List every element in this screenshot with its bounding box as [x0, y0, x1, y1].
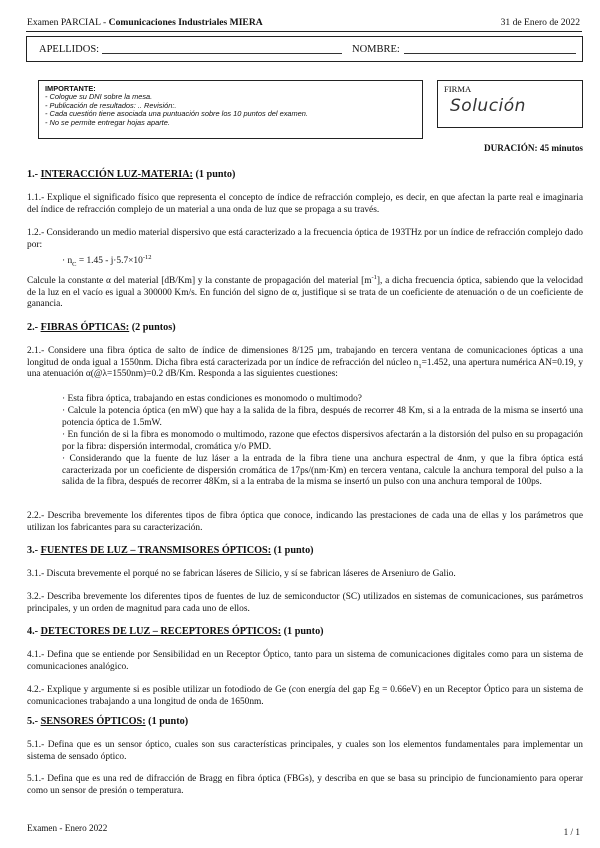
question-2-1-item: · En función de si la fibra es monomodo o multimodo, razone que efectos dispersivos afectarán a la distorsión del pulso en su propagación por la fibra: dispersión intermodal, cromática y/o PMD.: [62, 430, 583, 452]
student-id-box: [26, 36, 583, 62]
signature-box: [437, 80, 583, 128]
footer-exam-label: Examen - Enero 2022: [27, 823, 108, 833]
header-prefix: Examen PARCIAL -: [27, 17, 109, 28]
important-line: - Cologue su DNI sobre la mesa.: [45, 92, 153, 102]
question-2-1-item: · Calcule la potencia óptica (en mW) que hay a la salida de la fibra, después de recorrer 48 Km, si a la entrada de la misma se insertó una potencia óptica de 1.5mW.: [62, 406, 583, 428]
section-points: (1 punto): [271, 545, 314, 556]
subscript: 1: [418, 362, 422, 370]
handwritten-signature: Solución: [450, 96, 526, 116]
section-number: 2.-: [27, 322, 41, 333]
apellidos-field[interactable]: [102, 53, 342, 54]
question-2-1-item: · Esta fibra óptica, trabajando en estas condiciones es monomodo o multimodo?: [62, 394, 362, 404]
section-4-heading: [27, 626, 324, 637]
question-1-2-continued: [27, 273, 583, 311]
question-1-1: 1.1.- Explique el significado físico que representa el concepto de índice de refracción complejo, es decir, en que afectan la parte real e imaginaria del índice de refracción complejo de un material a una onda de luz que se propaga a su través.: [27, 193, 583, 215]
section-title: FIBRAS ÓPTICAS:: [40, 322, 130, 333]
eq-superscript: -12: [142, 253, 152, 261]
superscript: -1: [371, 273, 377, 281]
section-title: SENSORES ÓPTICOS:: [40, 716, 146, 727]
apellidos-label: APELLIDOS:: [39, 44, 100, 55]
question-2-1-item: · Considerando que la fuente de luz láser a la entrada de la fibra tiene una anchura espectral de 4nm, y que la fibra óptica está caracterizada por un coeficiente de dispersión cromática de 17ps/(nm·Km) en tercera ventana, calcule la anchura temporal del pulso a la salida de la fibra, después de recorrer 48Km, si a la entraba de la misma se insertó un pulso con una anchura temporal de 100ps.: [62, 454, 583, 488]
section-title: DETECTORES DE LUZ – RECEPTORES ÓPTICOS:: [40, 626, 282, 637]
section-2-heading: [27, 322, 176, 333]
eq-part: = 1.45 - j·5.7×10: [76, 256, 143, 266]
question-1-2: 1.2.- Considerando un medio material dispersivo que está caracterizado a la frecuencia óptica de 193THz por un índice de refracción complejo dado por:: [27, 228, 583, 250]
section-number: 5.-: [27, 716, 41, 727]
duration-label: DURACIÓN: 45 minutos: [483, 143, 583, 153]
text-part: 2.1.- Considere una fibra óptica de salto de índice de dimensiones 8/125 µm, trabajando en tercera ventana de comunicaciones ópticas a una longitud de onda igual a 1550nm. Dicha fibra está caracterizada por un índice de refracción del núcleo n: [27, 346, 583, 368]
section-number: 4.-: [27, 626, 41, 637]
text-part: =1.452, una apertura numérica AN=0.19, y una atenuación α(@λ=1550nm)=0.2 dB/Km. Responda a las siguientes cuestiones:: [27, 357, 584, 380]
eq-subscript: C: [72, 260, 77, 268]
important-notice-box: [38, 80, 423, 139]
important-line: - Publicación de resultados: .. Revisión:.: [45, 100, 177, 110]
header-subject: Comunicaciones Industriales MIERA: [108, 17, 263, 28]
important-line: - No se permite entregar hojas aparte.: [45, 117, 170, 127]
question-2-1: [27, 346, 583, 381]
question-2-2: 2.2.- Describa brevemente los diferentes tipos de fibra óptica que conoce, indicando las prestaciones de cada una de ellas y los parámetros que utilizan los fabricantes para su caracterización.: [27, 511, 583, 533]
section-1-heading: [27, 169, 235, 180]
section-title: FUENTES DE LUZ – TRANSMISORES ÓPTICOS:: [40, 545, 272, 556]
exam-date: 31 de Enero de 2022: [500, 17, 580, 28]
section-points: (1 punto): [192, 169, 236, 180]
refractive-index-equation: [62, 253, 152, 268]
text-part: ], a dicha frecuencia óptica, sabiendo que la velocidad de la luz en el vacío es igual a 300000 Km/s. En función del signo de α, justifique si se trata de un coeficiente de atenuación o de un coeficiente de ganancia.: [27, 276, 583, 310]
exam-header-title: [27, 17, 263, 28]
section-5-heading: [27, 716, 188, 727]
important-line: - Cada cuestión tiene asociada una puntuación sobre los 10 puntos del examen.: [45, 109, 308, 119]
question-4-1: 4.1.- Defina que se entiende por Sensibilidad en un Receptor Óptico, tanto para un sistema de comunicaciones digitales como para un sistema de comunicaciones analógico.: [27, 650, 583, 672]
section-points: (1 punto): [145, 716, 189, 727]
question-4-2: 4.2.- Explique y argumente si es posible utilizar un fotodiodo de Ge (con energía del gap Eg = 0.66eV) en un Receptor Óptico para un sistema de comunicaciones trabajando a una longitud de onda de 1650nm.: [27, 685, 583, 707]
section-points: (1 punto): [281, 626, 324, 637]
text-part: Calcule la constante α del material [dB/Km] y la constante de propagación del material [m: [27, 276, 372, 286]
important-title: IMPORTANTE:: [45, 84, 96, 93]
nombre-label: NOMBRE:: [352, 44, 400, 55]
question-5-1-sensor: 5.1.- Defina que es un sensor óptico, cuales son sus características principales, y cuales son los elementos fundamentales para implementar un sistema de sensado óptico.: [27, 740, 583, 762]
question-3-1: 3.1.- Discuta brevemente el porqué no se fabrican láseres de Silicio, y sí se fabrican láseres de Arseniuro de Galio.: [27, 569, 456, 579]
question-3-2: 3.2.- Describa brevemente los diferentes tipos de fuentes de luz de semiconductor (SC) utilizados en sistemas de comunicaciones, sus parámetros principales, y un orden de magnitud para cada uno de ellos.: [27, 592, 583, 614]
eq-part: · n: [62, 256, 73, 266]
page-number: 1 / 1: [563, 827, 580, 837]
section-number: 1.-: [27, 169, 41, 180]
section-3-heading: [27, 545, 314, 556]
section-number: 3.-: [27, 545, 41, 556]
section-title: INTERACCIÓN LUZ-MATERIA:: [40, 169, 193, 180]
nombre-field[interactable]: [404, 53, 576, 54]
question-5-1-fbg: 5.1.- Defina que es una red de difracción de Bragg en fibra óptica (FBGs), y describa en que se basa su principio de funcionamiento para operar como un sensor de presión o temperatura.: [27, 774, 583, 796]
section-points: (2 puntos): [129, 322, 176, 333]
header-divider: [26, 31, 582, 32]
firma-label: FIRMA: [444, 84, 472, 94]
